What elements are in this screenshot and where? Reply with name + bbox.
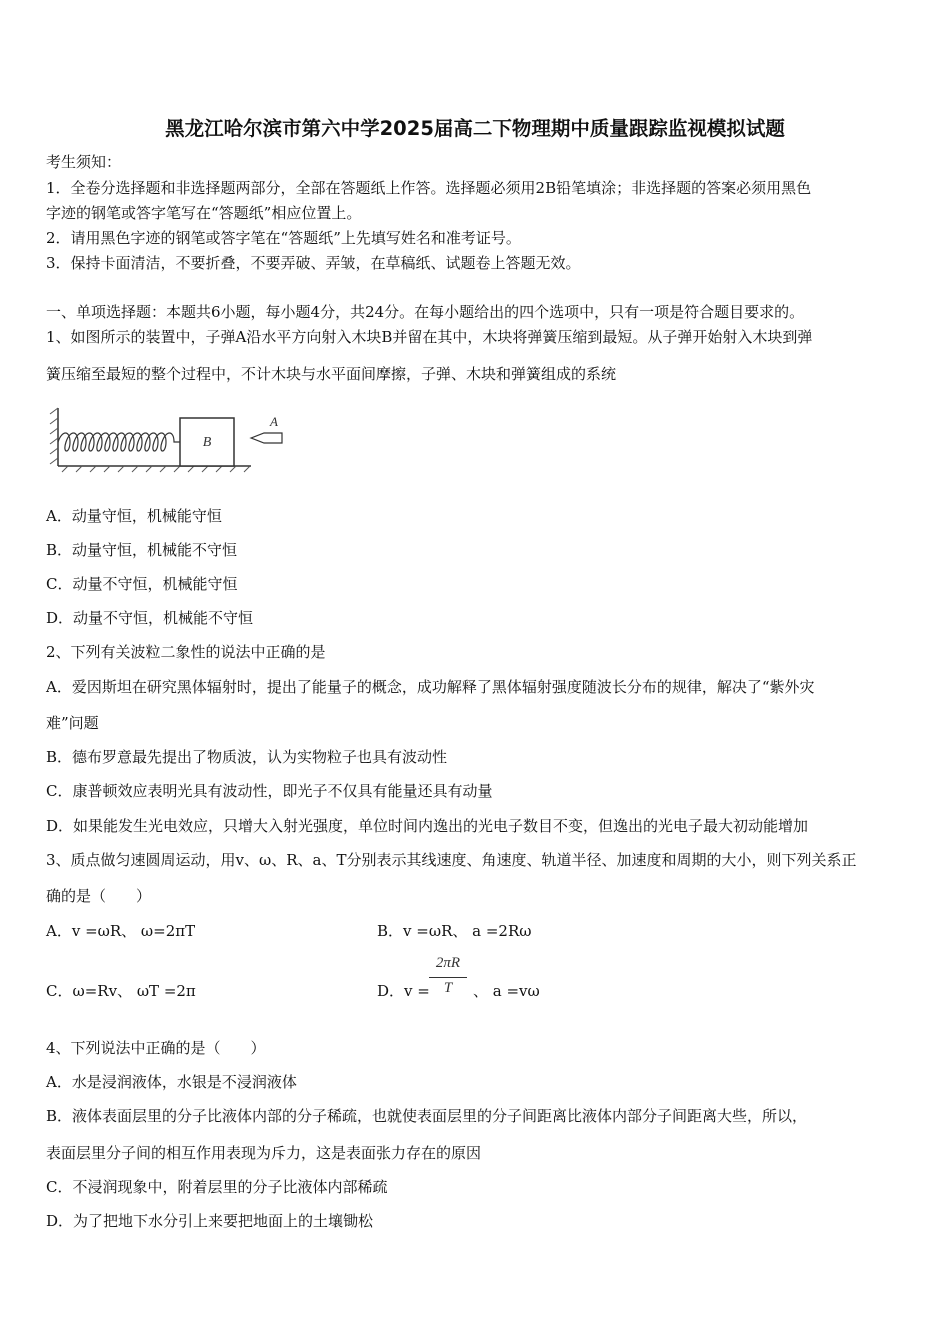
notice-heading: 考生须知： (46, 153, 122, 171)
q3-option-c: C．ω=Rv、 ωT =2π (46, 982, 196, 1000)
q3-option-d-prefix: D．v = (377, 982, 430, 1000)
q1-option-d: D．动量不守恒，机械能不守恒 (46, 609, 254, 627)
q4-option-b-cont: 表面层里分子间的相互作用表现为斥力，这是表面张力存在的原因 (46, 1144, 482, 1162)
q3-stem-cont: 确的是（ ） (46, 887, 152, 905)
q3-option-d-fraction (427, 953, 469, 999)
q2-stem: 2、下列有关波粒二象性的说法中正确的是 (46, 643, 326, 661)
q1-option-b: B．动量守恒，机械能不守恒 (46, 541, 238, 559)
q4-stem: 4、下列说法中正确的是（ ） (46, 1039, 266, 1057)
wall-icon (50, 408, 58, 466)
notice-item-2: 2．请用黑色字迹的钢笔或答字笔在“答题纸”上先填写姓名和准考证号。 (46, 229, 521, 247)
spring-icon (58, 433, 180, 451)
fraction-denominator: T (443, 980, 453, 996)
q4-option-a: A．水是浸润液体，水银是不浸润液体 (46, 1073, 297, 1091)
notice-item-3: 3．保持卡面清洁，不要折叠，不要弄破、弄皱，在草稿纸、试题卷上答题无效。 (46, 254, 581, 272)
section-heading: 一、单项选择题：本题共6小题，每小题4分，共24分。在每小题给出的四个选项中，只有一项是符合题目要求的。 (46, 303, 805, 321)
ground-icon (58, 466, 251, 472)
q1-stem: 1、如图所示的装置中，子弹A沿水平方向射入木块B并留在其中，木块将弹簧压缩到最短。从子弹开始射入木块到弹 (46, 328, 813, 346)
q4-option-d: D．为了把地下水分引上来要把地面上的土壤锄松 (46, 1212, 374, 1230)
fraction-numerator: 2πR (435, 955, 461, 971)
q1-option-c: C．动量不守恒，机械能守恒 (46, 575, 238, 593)
q2-option-a: A．爱因斯坦在研究黑体辐射时，提出了能量子的概念，成功解释了黑体辐射强度随波长分布的规律，解决了“紫外灾 (46, 678, 815, 696)
q3-option-d-suffix: 、 a =vω (473, 982, 540, 1000)
q1-stem-cont: 簧压缩至最短的整个过程中，不计木块与水平面间摩擦，子弹、木块和弹簧组成的系统 (46, 365, 617, 383)
q2-option-c: C．康普顿效应表明光具有波动性，即光子不仅具有能量还具有动量 (46, 782, 493, 800)
q3-stem: 3、质点做匀速圆周运动，用v、ω、R、a、T分别表示其线速度、角速度、轨道半径、加速度和周期的大小，则下列关系正 (46, 851, 857, 869)
block-label: B (202, 435, 212, 450)
q4-option-b: B．液体表面层里的分子比液体内部的分子稀疏，也就使表面层里的分子间距离比液体内部分子间距离大些，所以， (46, 1107, 808, 1125)
fraction-bar (429, 977, 467, 978)
q1-option-a: A．动量守恒，机械能守恒 (46, 507, 222, 525)
q3-option-a: A．v =ωR、 ω=2πT (46, 922, 196, 940)
notice-item-1: 1．全卷分选择题和非选择题两部分，全部在答题纸上作答。选择题必须用2B铅笔填涂；非选择题的答案必须用黑色 (46, 179, 812, 197)
notice-item-1-cont: 字迹的钢笔或答字笔写在“答题纸”相应位置上。 (46, 204, 362, 222)
q2-option-d: D．如果能发生光电效应，只增大入射光强度，单位时间内逸出的光电子数目不变，但逸出的光电子最大初动能增加 (46, 817, 809, 835)
bullet-icon (251, 433, 282, 443)
q3-option-b: B．v =ωR、 a =2Rω (377, 922, 532, 940)
q4-option-c: C．不浸润现象中，附着层里的分子比液体内部稀疏 (46, 1178, 388, 1196)
bullet-label: A (270, 414, 278, 429)
page-title: 黑龙江哈尔滨市第六中学2025届高二下物理期中质量跟踪监视模拟试题 (165, 117, 785, 140)
q2-option-a-cont: 难”问题 (46, 714, 99, 732)
q2-option-b: B．德布罗意最先提出了物质波，认为实物粒子也具有波动性 (46, 748, 448, 766)
spring-block-bullet-figure (46, 400, 286, 474)
